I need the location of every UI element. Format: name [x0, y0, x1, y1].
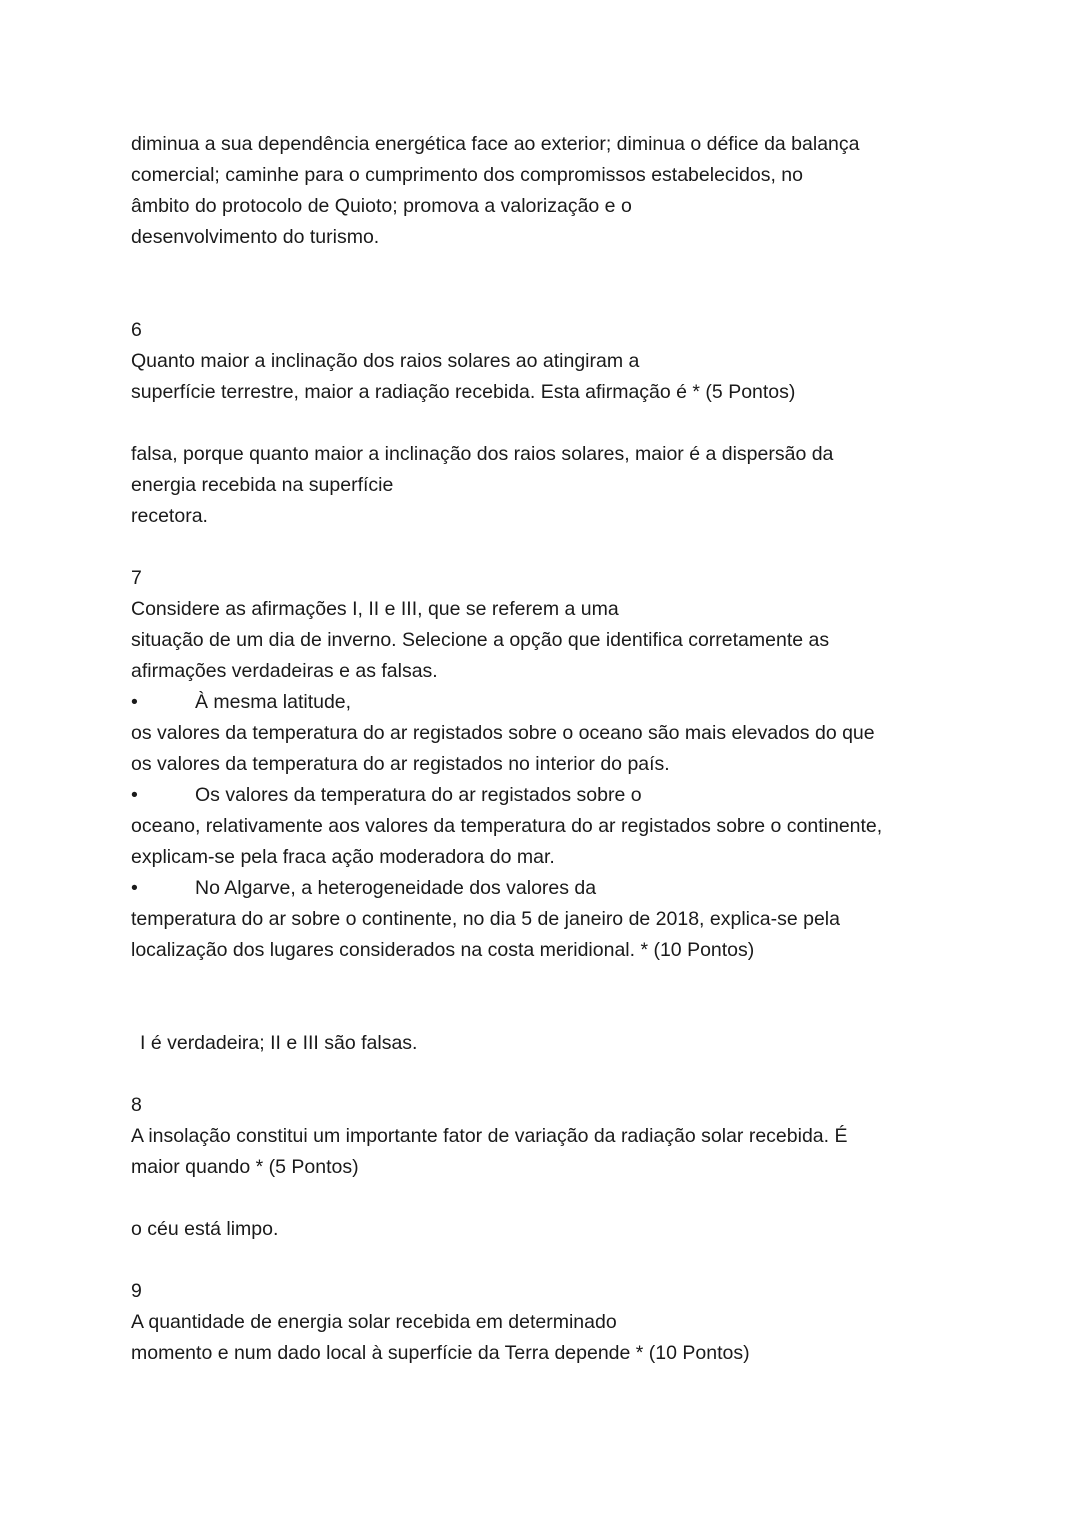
question-text: afirmações verdadeiras e as falsas. — [131, 660, 438, 682]
statement-text: Os valores da temperatura do ar registados sobre o — [195, 784, 642, 806]
document-page — [131, 129, 961, 1369]
spacer — [131, 408, 961, 439]
question-text: A insolação constitui um importante fator de variação da radiação solar recebida. É — [131, 1125, 848, 1147]
statement-2 — [131, 780, 961, 873]
question-8 — [131, 1090, 961, 1245]
intro-line: comercial; caminhe para o cumprimento dos compromissos estabelecidos, no — [131, 164, 803, 186]
answer-text: I é verdadeira; II e III são falsas. — [140, 1032, 418, 1054]
spacer — [131, 966, 961, 1028]
question-number: 6 — [131, 319, 142, 341]
statement-3 — [131, 873, 961, 966]
question-number: 7 — [131, 567, 142, 589]
spacer — [131, 253, 961, 315]
answer-text: falsa, porque quanto maior a inclinação dos raios solares, maior é a dispersão da — [131, 443, 834, 465]
bullet-icon: • — [131, 784, 138, 806]
statement-text: os valores da temperatura do ar registados sobre o oceano são mais elevados do que — [131, 722, 875, 744]
spacer — [131, 1183, 961, 1214]
intro-line: desenvolvimento do turismo. — [131, 226, 380, 248]
statement-text: temperatura do ar sobre o continente, no dia 5 de janeiro de 2018, explica-se pela — [131, 908, 840, 930]
answer-text: recetora. — [131, 505, 208, 527]
statement-1 — [131, 687, 961, 780]
question-6 — [131, 315, 961, 532]
spacer — [131, 532, 961, 563]
statement-text: localização dos lugares considerados na costa meridional. * (10 Pontos) — [131, 939, 755, 961]
question-text: A quantidade de energia solar recebida em determinado — [131, 1311, 617, 1333]
question-text: momento e num dado local à superfície da Terra depende * (10 Pontos) — [131, 1342, 750, 1364]
statement-text: À mesma latitude, — [195, 691, 352, 713]
spacer — [131, 1059, 961, 1090]
question-text: maior quando * (5 Pontos) — [131, 1156, 359, 1178]
statement-text: No Algarve, a heterogeneidade dos valores da — [195, 877, 597, 899]
question-9 — [131, 1276, 961, 1369]
answer-text: o céu está limpo. — [131, 1218, 279, 1240]
intro-paragraph — [131, 129, 961, 253]
question-text: Quanto maior a inclinação dos raios solares ao atingiram a — [131, 350, 640, 372]
statement-text: explicam-se pela fraca ação moderadora do mar. — [131, 846, 555, 868]
question-text: situação de um dia de inverno. Selecione a opção que identifica corretamente as — [131, 629, 830, 651]
intro-line: âmbito do protocolo de Quioto; promova a valorização e o — [131, 195, 632, 217]
question-7 — [131, 563, 961, 1059]
bullet-icon: • — [131, 877, 138, 899]
question-number: 9 — [131, 1280, 142, 1302]
spacer — [131, 1245, 961, 1276]
statement-text: os valores da temperatura do ar registados no interior do país. — [131, 753, 670, 775]
question-number: 8 — [131, 1094, 142, 1116]
question-text: Considere as afirmações I, II e III, que se referem a uma — [131, 598, 619, 620]
bullet-icon: • — [131, 691, 138, 713]
answer-text: energia recebida na superfície — [131, 474, 394, 496]
intro-line: diminua a sua dependência energética face ao exterior; diminua o défice da balança — [131, 133, 860, 155]
statement-text: oceano, relativamente aos valores da temperatura do ar registados sobre o continente, — [131, 815, 883, 837]
question-text: superfície terrestre, maior a radiação recebida. Esta afirmação é * (5 Pontos) — [131, 381, 796, 403]
